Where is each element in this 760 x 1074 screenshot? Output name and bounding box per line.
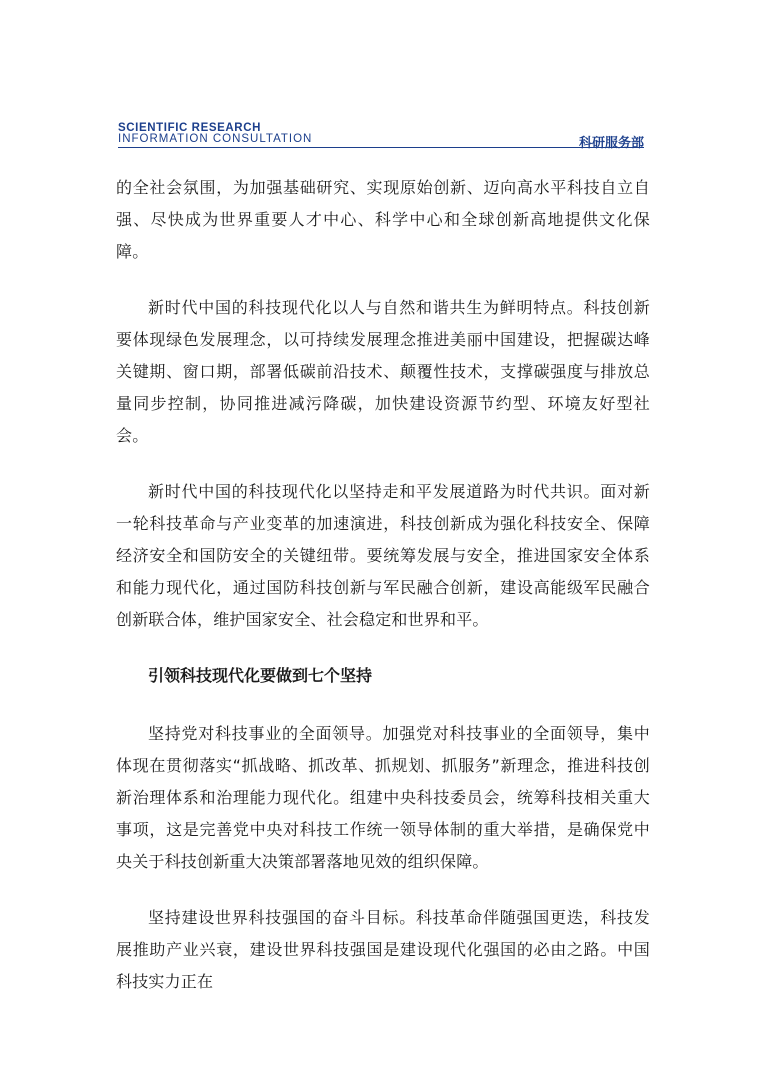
paragraph: 坚持党对科技事业的全面领导。加强党对科技事业的全面领导，集中体现在贯彻落实“抓战略、抓改革、抓规划、抓服务”新理念，推进科技创新治理体系和治理能力现代化。组建中央科技委员会，统筹科技相关重大事项，这是完善党中央对科技工作统一领导体制的重大举措，是确保党中央关于科技创新重大决策部署落地见效的组织保障。 bbox=[116, 724, 650, 871]
section-heading: 引领科技现代化要做到七个坚持 bbox=[148, 666, 373, 685]
logo-line-2: INFORMATION CONSULTATION bbox=[118, 133, 313, 145]
paragraph: 新时代中国的科技现代化以人与自然和谐共生为鲜明特点。科技创新要体现绿色发展理念，以可持续发展理念推进美丽中国建设，把握碳达峰关键期、窗口期，部署低碳前沿技术、颠覆性技术，支撑碳强度与排放总量同步控制，协同推进减污降碳，加快建设资源节约型、环境友好型社会。 bbox=[116, 298, 650, 445]
page-header bbox=[118, 122, 644, 151]
logo-line-1: SCIENTIFIC RESEARCH bbox=[118, 122, 262, 134]
header-divider bbox=[118, 147, 644, 148]
paragraph: 的全社会氛围，为加强基础研究、实现原始创新、迈向高水平科技自立自强、尽快成为世界重要人才中心、科学中心和全球创新高地提供文化保障。 bbox=[116, 178, 650, 261]
document-body bbox=[116, 172, 650, 1022]
paragraph: 坚持建设世界科技强国的奋斗目标。科技革命伴随强国更迭，科技发展推助产业兴衰，建设世界科技强国是建设现代化强国的必由之路。中国科技实力正在 bbox=[116, 908, 650, 991]
logo bbox=[118, 123, 312, 145]
paragraph: 新时代中国的科技现代化以坚持走和平发展道路为时代共识。面对新一轮科技革命与产业变革的加速演进，科技创新成为强化科技安全、保障经济安全和国防安全的关键纽带。要统筹发展与安全，推进国家安全体系和能力现代化，通过国防科技创新与军民融合创新，建设高能级军民融合创新联合体，维护国家安全、社会稳定和世界和平。 bbox=[116, 482, 650, 629]
department-label: 科研服务部 bbox=[578, 136, 644, 151]
